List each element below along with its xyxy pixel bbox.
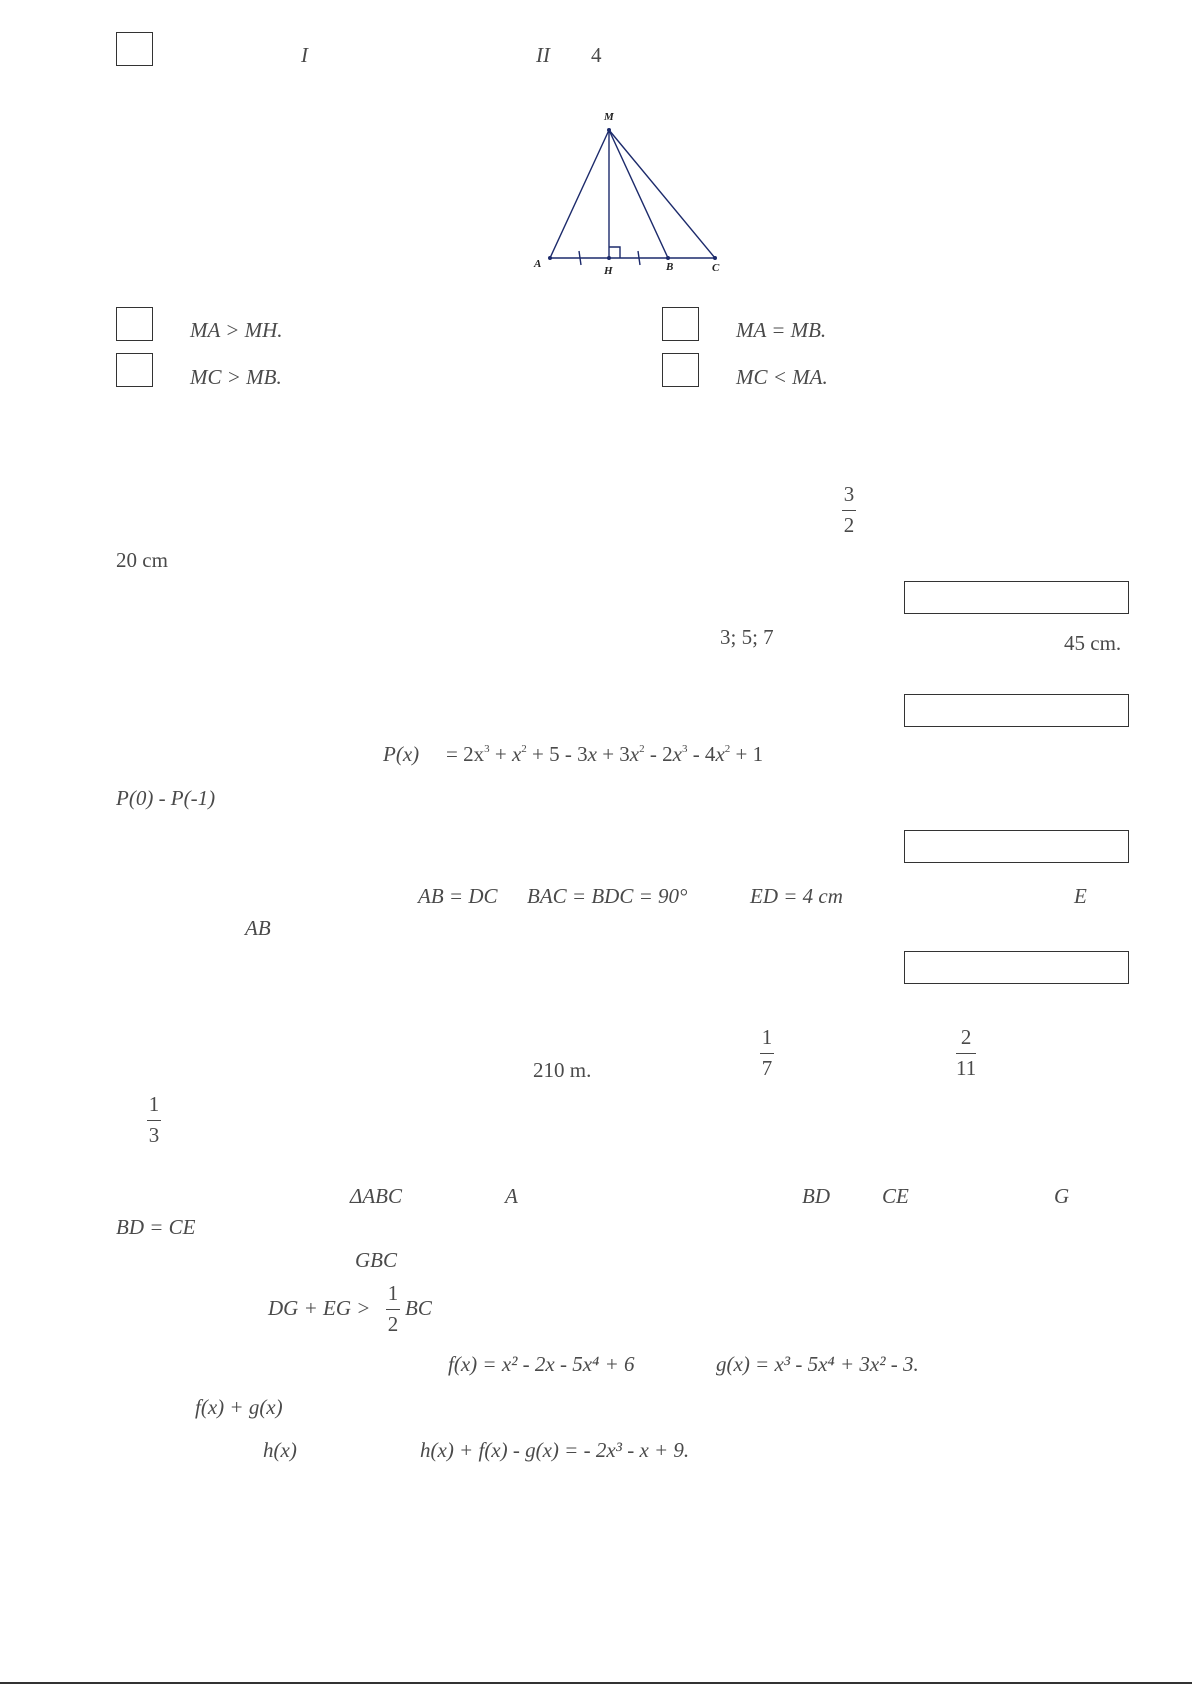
q4-point: E [1074, 884, 1087, 908]
q1-fraction [842, 484, 856, 536]
q7-h: h(x) [263, 1438, 297, 1462]
q6-triangle-2: GBC [355, 1248, 397, 1272]
q6-seg1: BD [802, 1184, 830, 1208]
page-bottom-rule [0, 1682, 1192, 1684]
label-b: B [666, 261, 674, 273]
option-d-checkbox[interactable] [662, 353, 699, 387]
q7-f-definition: f(x) = x² - 2x - 5x⁴ + 6 [448, 1352, 635, 1376]
q6-eq: BD = CE [116, 1215, 196, 1239]
q3-poly-name: P(x) [383, 742, 420, 766]
label-a: A [534, 258, 542, 270]
q5-fraction-2: 2 11 [956, 1025, 977, 1080]
q5-distance: 210 m. [533, 1058, 592, 1082]
q4-answer-box[interactable] [904, 951, 1129, 984]
q1-length: 20 cm [116, 548, 168, 572]
question-number: 4 [591, 43, 602, 67]
q6-vertex: A [505, 1184, 518, 1208]
label-m: M [604, 111, 614, 123]
q2-answer-box[interactable] [904, 694, 1129, 727]
option-b-checkbox[interactable] [662, 307, 699, 341]
q7-g-definition: g(x) = x³ - 5x⁴ + 3x² - 3. [716, 1352, 919, 1376]
q5-fraction-3: 1 3 [148, 1092, 160, 1147]
q2-perimeter: 45 cm. [1064, 631, 1122, 655]
tick-hb [638, 251, 640, 265]
header-checkbox[interactable] [116, 32, 153, 66]
option-c-text: MC > MB. [190, 365, 282, 389]
q5-fraction-1: 1 7 [761, 1025, 773, 1080]
q6-triangle: ΔABC [350, 1184, 402, 1208]
q1-fraction-denominator: 2 [843, 513, 855, 537]
q3-poly-expression: = $2x^3 + x^2 + 5 - 3x + 3x^2 - 2x^3 - 4x^2 + 1$ [446, 742, 764, 766]
right-angle-mark [609, 247, 620, 258]
q3-answer-box[interactable] [904, 830, 1129, 863]
label-c: C [712, 262, 720, 274]
label-h: H [604, 265, 613, 277]
option-a-checkbox[interactable] [116, 307, 153, 341]
tick-ah [579, 251, 581, 265]
q2-ratio: 3; 5; 7 [720, 625, 774, 649]
q6-point: G [1054, 1184, 1070, 1208]
q4-eq1: AB = DC [418, 884, 498, 908]
option-b-text: MA = MB. [736, 318, 827, 342]
q7-sum: f(x) + g(x) [195, 1395, 283, 1419]
part-one-label: I [301, 43, 308, 67]
segment-ma [550, 130, 609, 258]
q6-seg2: CE [882, 1184, 909, 1208]
q1-fraction-numerator: 3 [843, 482, 855, 506]
q3-expression: P(0) - P(-1) [116, 786, 216, 810]
q6-half-fraction: 1 2 [387, 1281, 399, 1336]
q4-segment: AB [245, 916, 271, 940]
option-d-text: MC < MA. [736, 365, 828, 389]
q7-h-equation: h(x) + f(x) - g(x) = - 2x³ - x + 9. [420, 1438, 690, 1462]
q4-eq3: ED = 4 cm [750, 884, 843, 908]
option-a-text: MA > MH. [190, 318, 283, 342]
option-c-checkbox[interactable] [116, 353, 153, 387]
q6-ineq-left: DG + EG > [268, 1296, 371, 1320]
q4-eq2: BAC = BDC = 90° [527, 884, 688, 908]
segment-mc [609, 130, 715, 258]
q6-ineq-right: BC [405, 1296, 432, 1320]
triangle-figure [525, 110, 745, 280]
q1-answer-box[interactable] [904, 581, 1129, 614]
part-two-label: II [536, 43, 550, 67]
segment-mb [609, 130, 668, 258]
